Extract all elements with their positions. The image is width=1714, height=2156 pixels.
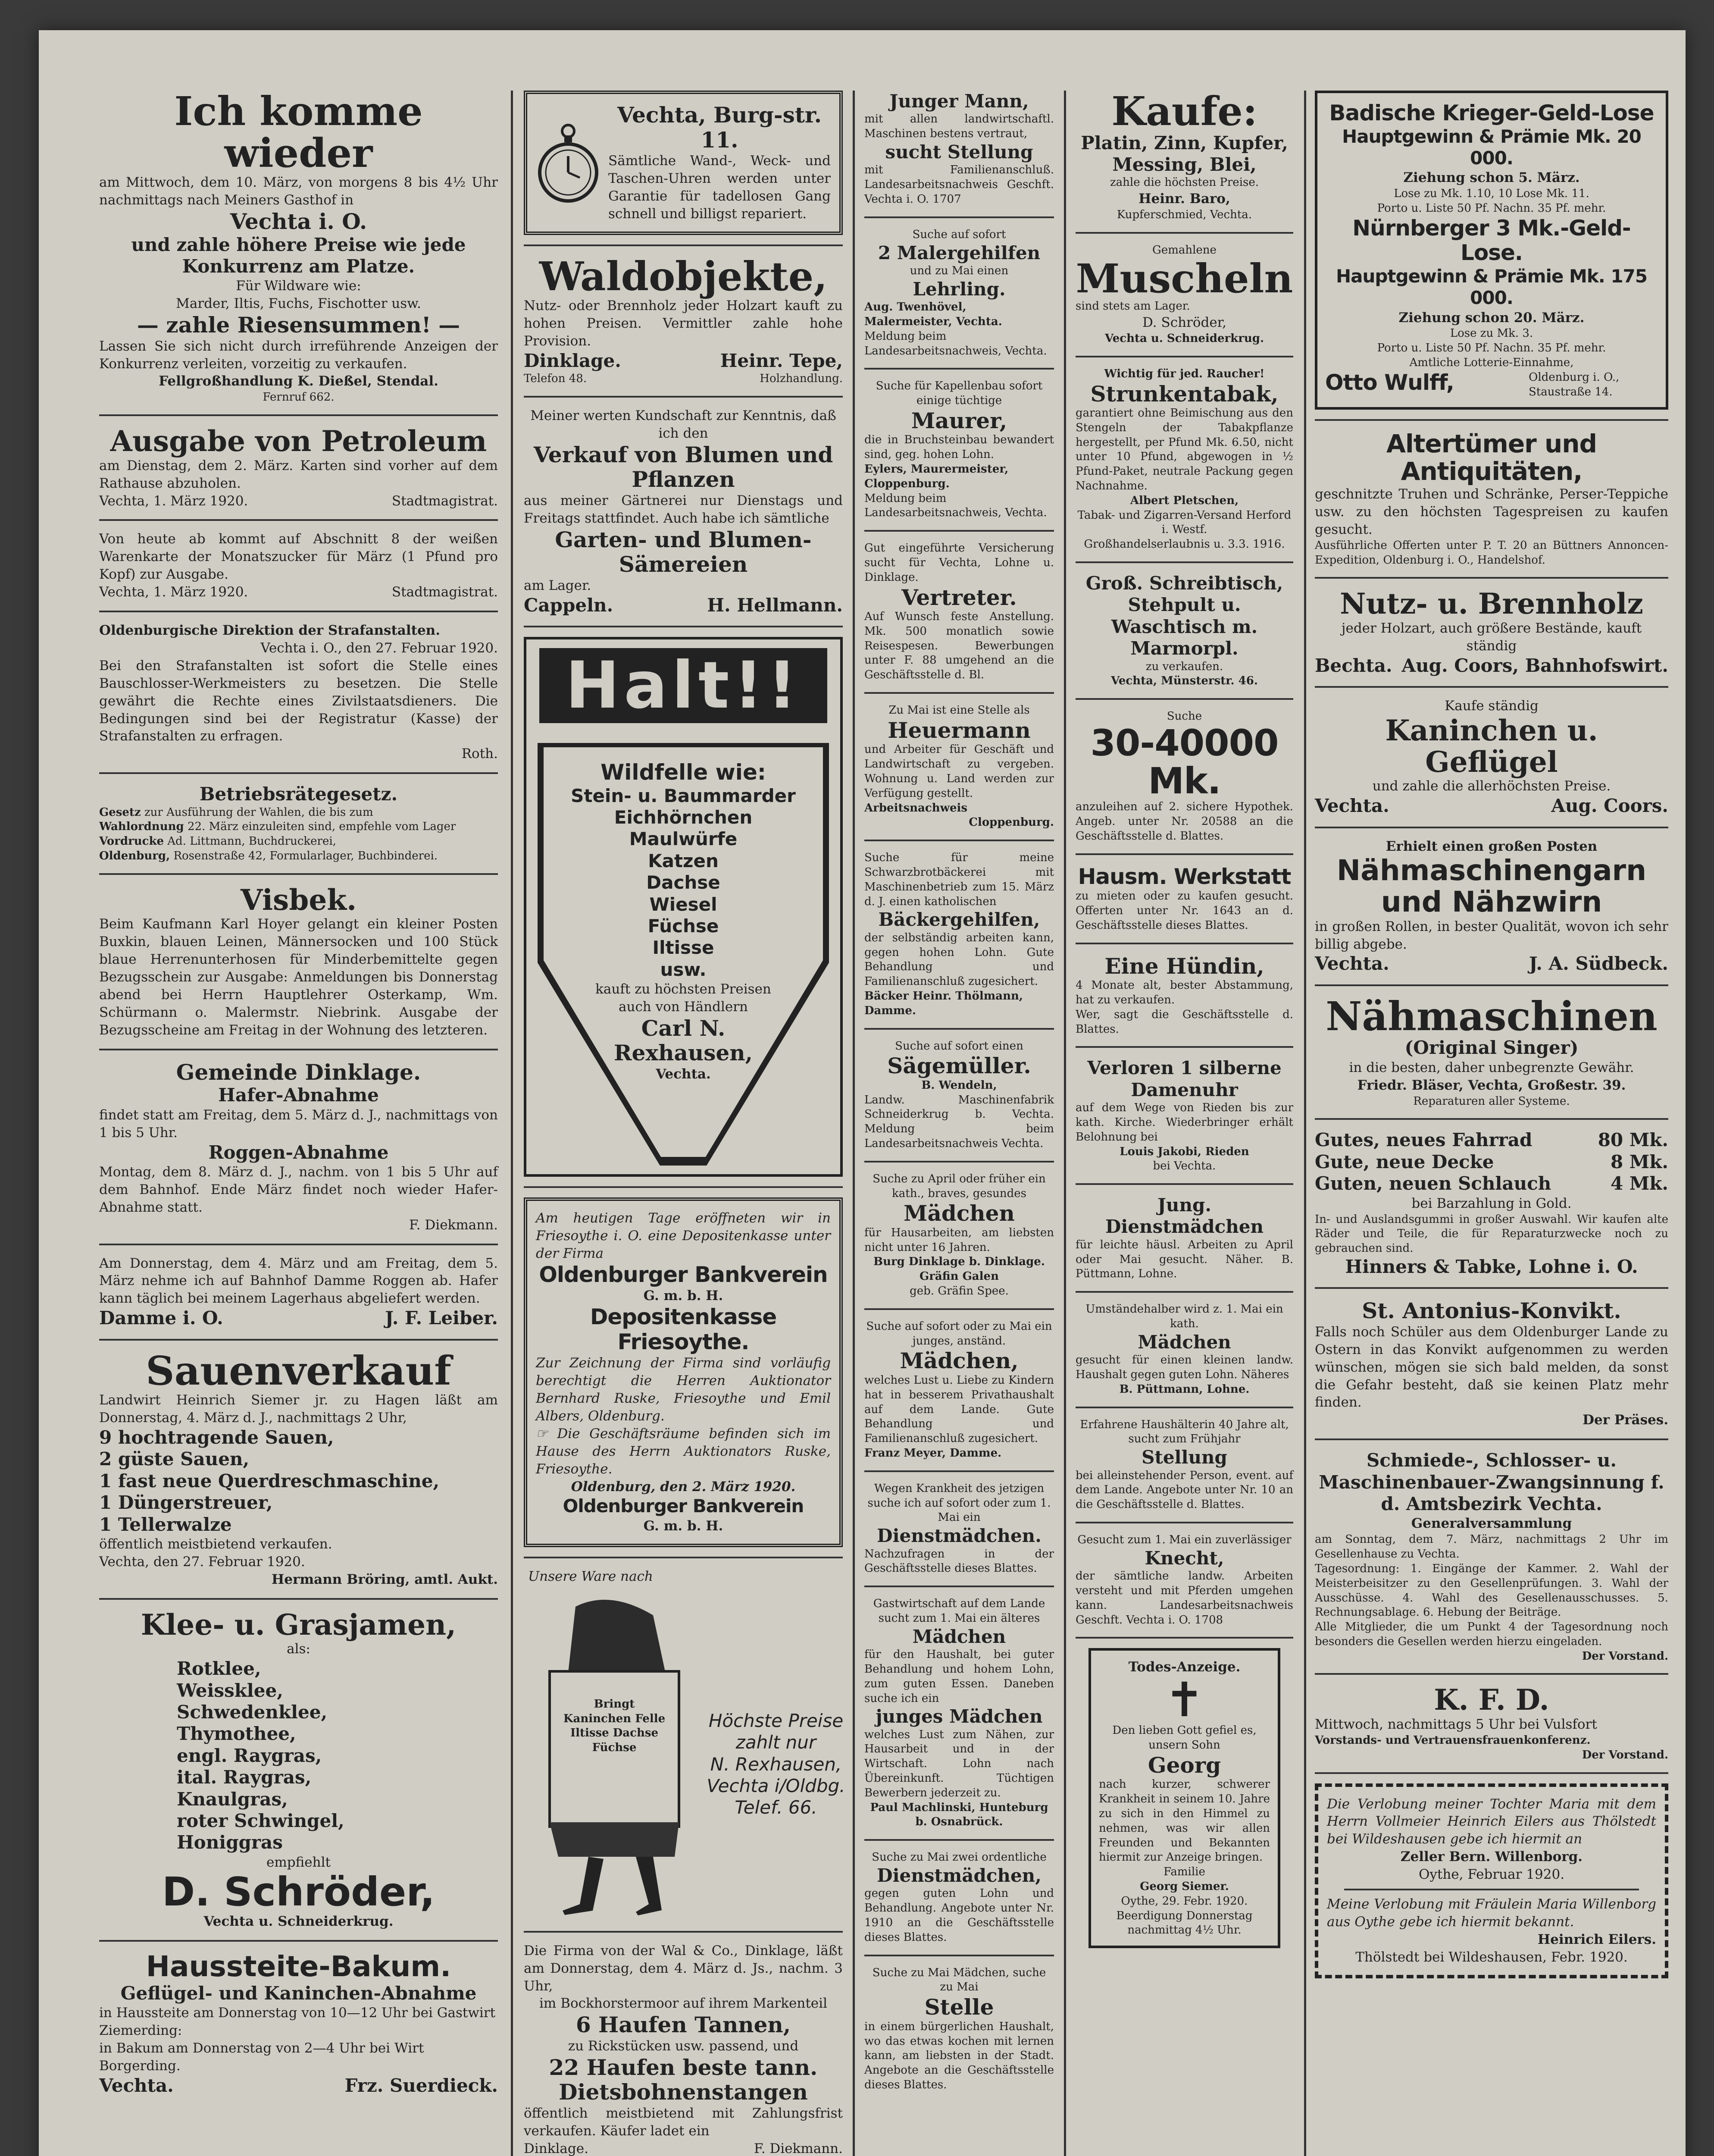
ad-sugar: Von heute ab kommt auf Abschnitt 8 der weißen Warenkarte der Monatszucker für März (1 Pfund pro Kopf) zur Ausgabe. Vechta, 1. März 1920. Stadtmagistrat. <box>99 531 498 600</box>
ad-guild-meeting: Schmiede-, Schlosser- u. Maschinenbauer-Zwangsinnung f. d. Amtsbezirk Vechta. Generalversammlung am Sonntag, dem 7. März, nachmittags 2 Uhr im Gesellenhause zu Vechta. Tagesordnung: 1. Eingänge der Kammer. 2. Wahl der Meisterbeisitzer zu den Gesellenprüfungen. 3. Wahl der Ausschüsse. 4. Wahl des Gesellenausschusses. 5. Rechnungsablage. 6. Hebung der Beiträge. Alle Mitglieder, die um Punkt 4 der Tagesordnung noch besonders die Gesellen werden hierzu eingeladen. Der Vorstand. <box>1315 1450 1668 1663</box>
ad-clover-seeds: Klee- u. Grasjamen, als: Rotklee, Weissklee, Schwedenklee, Thymothee, engl. Raygras, ital. Raygras, Knaulgras, roter Schwingel, Honiggras empfiehlt D. Schröder, Vechta u. Schneiderkrug. <box>141 1608 457 1930</box>
divider <box>99 1940 498 1942</box>
divider <box>99 873 498 875</box>
column-3 <box>864 91 1054 2098</box>
ad-bicycles: Gutes, neues Fahrrad 80 Mk. Gute, neue Decke 8 Mk. Guten, neuen Schlauch 4 Mk. bei Barzahlung in Gold. In- und Auslandsgummi in großer Auswahl. Wir kaufen alte Räder und Teile, die für Reparaturzwecke noch zu gebrauchen sind. Hinners & Tabke, Lohne i. O. <box>1315 1129 1668 1277</box>
divider <box>524 396 843 398</box>
ad-painters: Suche auf sofort 2 Malergehilfen und zu Mai einen Lehrling. Aug. Twenhövel, Malermeister, Vechta. Meldung beim Landesarbeitsnachweis, Vechta. <box>864 228 1047 357</box>
ad-antiques: Altertümer und Antiquitäten, geschnitzte Truhen und Schränke, Perser-Teppiche usw. zu den höchsten Tagespreisen zu kaufen gesucht. Ausführliche Offerten unter P. T. 20 an Büttners Annoncen-Expedition, Oldenburg i. O., Handelshof. <box>1315 429 1668 567</box>
ad-sawmiller: Suche auf sofort einen Sägemüller. B. Wendeln, Landw. Maschinenfabrik Schneiderkrug b. Vechta. Meldung beim Landesarbeitsnachweis Vechta. <box>864 1039 1054 1150</box>
divider <box>864 1028 1054 1030</box>
divider <box>1315 1118 1668 1120</box>
ad-kfd: K. F. D. Mittwoch, nachmittags 5 Uhr bei Vulsfort Vorstands- und Vertrauensfrauenkonferenz. Der Vorstand. <box>1315 1683 1668 1761</box>
divider <box>864 368 1054 370</box>
column-4 <box>1076 88 1293 1948</box>
column-rule <box>511 91 513 2156</box>
ad-flowers: Meiner werten Kundschaft zur Kenntnis, daß ich den Verkauf von Blumen und Pflanzen aus meiner Gärtnerei nur Dienstags und Freitags stattfindet. Auch habe ich sämtliche Garten- und Blumen-Sämereien am Lager. Cappeln. H. Hellmann. <box>524 408 843 616</box>
divider <box>1315 686 1668 688</box>
ad-title: Ich komme wieder <box>174 88 423 176</box>
divider <box>524 1186 843 1188</box>
ad-thread: Erhielt einen großen Posten Nähmaschinengarn und Nähzwirn in großen Rollen, in bester Qualität, wovon ich sehr billig abgebe. Vechta. J. A. Südbeck. <box>1315 838 1668 975</box>
ad-inn-girls: Gastwirtschaft auf dem Lande sucht zum 1. Mai ein älteres Mädchen für den Haushalt, bei guter Behandlung und hohem Lohn, zum guten Essen. Daneben suche ich ein junges Mädchen welches Lust zum Nähen, zur Hausarbeit und in der Wirtschaft. Lohn nach Übereinkunft. Tüchtigen Bewerbern jederzeit zu. Paul Machlinski, Hunteburg b. Osnabrück. <box>864 1597 1054 1829</box>
divider <box>99 414 498 416</box>
ad-young-maid: Jung. Dienstmädchen für leichte häusl. Arbeiten zu April oder Mai gesucht. Näher. B. Püttmann, Lohne. <box>1076 1194 1293 1281</box>
divider <box>1076 232 1293 234</box>
ad-timber-auction: Die Firma von der Wal & Co., Dinklage, läßt am Donnerstag, dem 4. März d. Js., nachm. 3 Uhr, im Bockhorstermoor auf ihrem Markenteil 6 Haufen Tannen, zu Rickstücken usw. passend, und 22 Haufen beste tann. Dietsbohnenstangen öffentlich meistbietend mit Zahlungsfrist verkaufen. Käufer ladet ein Dinklage. F. Diekmann. <box>524 1943 843 2156</box>
column-rule <box>1064 91 1066 2156</box>
ad-visbek: Visbek. Beim Kaufmann Karl Hoyer gelangt ein kleiner Posten Buxkin, blauen Leinen, Männersocken und 100 Stück blaue Herrenunterhosen für Minderbemittelte gegen Bezugsschein zur Ausgabe: Anmeldungen bis Donnerstag abend bei Herrn Hauptlehrer Osterkamp, Wm. Schürmann o. Malermstr. Niebrink. Ausgabe der Bezugsscheine am Freitag in der Wohnung des letzteren. <box>99 883 498 1038</box>
ad-konvikt: St. Antonius-Konvikt. Falls noch Schüler aus dem Oldenburger Lande zu Ostern in das Konvikt aufgenommen zu werden wünschen, mögen sie sich bald melden, da sonst die Gefahr besteht, daß sie keinen Platz mehr finden. Der Präses. <box>1315 1298 1668 1428</box>
divider <box>524 1557 843 1558</box>
ad-heuermann: Zu Mai ist eine Stelle als Heuermann und Arbeiter für Geschäft und Landwirtschaft zu vergeben. Wohnung u. Land werden zur Verfügung gestellt. Arbeitsnachweis Cloppenburg. <box>864 704 1054 829</box>
divider <box>864 1586 1054 1587</box>
ad-sewing-machines: Nähmaschinen (Original Singer) in die besten, daher unbegrenzte Gewähr. Friedr. Bläser, Vechta, Großestr. 39. Reparaturen aller Systeme. <box>1326 993 1658 1108</box>
column-rule <box>1304 91 1306 2156</box>
ad-masons: Suche für Kapellenbau sofort einige tüchtige Maurer, die in Bruchsteinbau bewandert sind, geg. hohen Lohn. Eylers, Maurermeister, Cloppenburg. Meldung beim Landesarbeitsnachweis, Vechta. <box>864 379 1054 520</box>
ad-loan: Suche 30-40000 Mk. anzuleihen auf 2. sichere Hypothek. Angeb. unter Nr. 20588 an die Geschäftsstelle d. Blattes. <box>1076 710 1293 843</box>
column-1 <box>99 88 498 2102</box>
ad-firewood: Nutz- u. Brennholz jeder Holzart, auch größere Bestände, kauft ständig Bechta. Aug. Coors, Bahnhofswirt. <box>1315 587 1668 676</box>
divider <box>864 530 1054 532</box>
ad-metals: Kaufe: Platin, Zinn, Kupfer, Messing, Blei, zahle die höchsten Preise. Heinr. Baro, Kupferschmied, Vechta. <box>1081 88 1288 222</box>
ad-tobacco: Wichtig für jed. Raucher! Strunkentabak, garantiert ohne Beimischung aus den Stengeln der Tabakpflanze hergestellt, per Pfund Mk. 6.50, nicht unter 10 Pfund, abgewogen in ½ Pfund-Paket, neutrale Packung gegen Nachnahme. Albert Pletschen, Tabak- und Zigarren-Versand Herford i. Westf. Großhandelserlaubnis u. 3.3. 1916. <box>1076 367 1293 551</box>
ad-farmhand: Gesucht zum 1. Mai ein zuverlässiger Knecht, der sämtliche landw. Arbeiten versteht und mit Pferden umgehen kann. Landesarbeitsnachweis Geschft. Vechta i. O. 1708 <box>1076 1533 1293 1626</box>
engagement-notice: Die Verlobung meiner Tochter Maria mit dem Herrn Vollmeier Heinrich Eilers aus Thölstedt bei Wildeshausen gebe ich hiermit an Zeller Bern. Willenborg. Oythe, Februar 1920. Meine Verlobung mit Fräulein Maria Willenborg aus Oythe gebe ich hiermit bekannt. Heinrich Eilers. Thölstedt bei Wildeshausen, Febr. 1920. <box>1315 1783 1668 1978</box>
ad-housekeeper: Erfahrene Haushälterin 40 Jahre alt, sucht zum Frühjahr Stellung bei alleinstehender Person, event. auf dem Lande. Angebote unter Nr. 10 an die Geschäftsstelle d. Blattes. <box>1076 1418 1293 1511</box>
divider <box>1315 1772 1668 1774</box>
handwritten-caption: Unsere Ware nach <box>528 1568 653 1584</box>
divider <box>864 1161 1054 1163</box>
divider <box>99 611 498 612</box>
ad-petroleum: Ausgabe von Petroleum am Dienstag, dem 2. März. Karten sind vorher auf dem Rathause abzuholen. Vechta, 1. März 1920. Stadtmagistrat. <box>99 424 498 509</box>
divider <box>1076 698 1293 700</box>
divider <box>864 692 1054 694</box>
pocket-watch-icon <box>536 122 601 204</box>
divider <box>1076 561 1293 563</box>
divider <box>524 626 843 627</box>
divider <box>1076 1522 1293 1523</box>
ad-maid-2: Suche zu Mai zwei ordentliche Dienstmädchen, gegen guten Lohn und Behandlung. Angebote unter Nr. 1910 an die Geschäftsstelle dieses Blattes. <box>864 1851 1054 1944</box>
ad-girl-1: Suche zu April oder früher ein kath., braves, gesundes Mädchen für Hausarbeiten, am liebsten nicht unter 16 Jahren. Burg Dinklage b. Dinklage. Gräfin Galen geb. Gräfin Spee. <box>864 1172 1054 1298</box>
column-5 <box>1315 91 1668 1984</box>
ad-desk: Groß. Schreibtisch, Stehpult u. Waschtisch m. Marmorpl. zu verkaufen. Vechta, Münsterstr. 46. <box>1085 573 1283 688</box>
death-notice: Todes-Anzeige. ✝ Den lieben Gott gefiel es, unsern Sohn Georg nach kurzer, schwerer Krankheit in seinem 10. Jahre zu sich in den Himmel zu nehmen, was wir allen Freunden und Bekannten hiermit zur Anzeige bringen. Familie Georg Siemer. Oythe, 29. Febr. 1920. Beerdigung Donnerstag nachmittag 4½ Uhr. <box>1088 1648 1280 1948</box>
divider <box>1076 943 1293 944</box>
divider <box>524 1931 843 1933</box>
divider <box>1076 356 1293 357</box>
divider <box>864 1470 1054 1472</box>
divider <box>99 772 498 774</box>
divider <box>1315 419 1668 421</box>
ad-illustrated-furs: Unsere Ware nach Bringt Kaninchen Felle Iltisse Dachse Füchse Höchste Preise zahlt nur N. Rexhausen, Vechta i/Oldbg. Telef. 66. <box>524 1568 843 1921</box>
ad-workshop: Hausm. Werkstatt zu mieten oder zu kaufen gesucht. Offerten unter Nr. 1643 an d. Geschäftsstelle dieses Blattes. <box>1076 864 1293 932</box>
divider <box>1076 1637 1293 1639</box>
newspaper-page <box>39 30 1686 2156</box>
divider <box>524 244 843 246</box>
ad-fur-buyer: Ich komme wieder am Mittwoch, dem 10. März, von morgens 8 bis 4½ Uhr nachmittags nach Meiners Gasthof in Vechta i. O. und zahle höhere Preise wie jede Konkurrenz am Platze. Für Wildware wie: Marder, Iltis, Fuchs, Fischotter usw. — zahle Riesensummen! — Lassen Sie sich nicht durch irreführende Anzeigen der Konkurrenz verleiten, vorzeitig zu verkaufen. Fellgroßhandlung K. Dießel, Stendal. Fernruf 662. <box>99 88 498 404</box>
ad-position-wanted: Suche zu Mai Mädchen, suche zu Mai Stelle in einem bürgerlichen Haushalt, wo das etwas kochen mit lernen kann, am liebsten in der Stadt. Angebote an die Geschäftsstelle dieses Blattes. <box>864 1966 1054 2091</box>
ad-dinklage-community: Gemeinde Dinklage. Hafer-Abnahme findet statt am Freitag, dem 5. März d. J., nachmittags von 1 bis 5 Uhr. Roggen-Abnahme Montag, dem 8. März d. J., nachm. von 1 bis 5 Uhr auf dem Bahnhof. Ende März findet noch wieder Hafer-Abnahme statt. F. Diekmann. Am Donnerstag, dem 4. März und am Freitag, dem 5. März nehme ich auf Bahnhof Damme Roggen ab. Hafer kann täglich bei meinem Lagerhaus abgeliefert werden. Damme i. O. J. F. Leiber. <box>99 1059 498 1329</box>
divider <box>864 1839 1054 1841</box>
divider <box>864 1955 1054 1956</box>
cross-icon: ✝ <box>1164 1672 1204 1728</box>
divider <box>99 519 498 521</box>
divider <box>1076 1046 1293 1048</box>
divider <box>1315 577 1668 579</box>
divider <box>99 1339 498 1341</box>
ad-bank-branch: Am heutigen Tage eröffneten wir in Friesoythe i. O. eine Depositenkasse unter der Firma Oldenburger Bankverein G. m. b. H. Depositenkasse Friesoythe. Zur Zeichnung der Firma sind vorläufig berechtigt die Herren Auktionator Bernhard Ruske, Friesoythe und Emil Albers, Oldenburg. ☞ Die Geschäftsräume befinden sich im Hause des Herrn Auktionators Ruske, Friesoythe. Oldenburg, den 2. März 1920. Oldenburger Bankverein G. m. b. H. <box>524 1197 843 1547</box>
ad-works-council-law: Betriebsrätegesetz. Gesetz zur Ausführung der Wahlen, die bis zum Wahlordnung 22. März einzuleiten sind, empfehle vom Lager Vordrucke Ad. Littmann, Buchdruckerei, Oldenburg, Rosenstraße 42, Formularlager, Buchbinderei. <box>99 783 456 863</box>
divider <box>864 216 1054 218</box>
ad-rabbits: Kaufe ständig Kaninchen u. Geflügel und zahle die allerhöchsten Preise. Vechta. Aug. Coors. <box>1315 698 1668 817</box>
divider <box>1315 1438 1668 1440</box>
column-2 <box>524 91 843 2156</box>
ad-prison-directorate: Oldenburgische Direktion der Strafanstalten. Vechta i. O., den 27. Februar 1920. Bei den Strafanstalten ist sofort die Stelle eines Bauschlosser-Werkmeisters zu besetzen. Die Stelle gewährt die Rechte eines Zivilstaatsdieners. Die Bedingungen sind bei der Registratur (Kasse) der Strafanstalten zu erfragen. Roth. <box>99 623 498 762</box>
pointing-hand-icon: ☞ <box>536 1426 548 1442</box>
divider <box>1315 984 1668 986</box>
ad-sow-sale: Sauenverkauf Landwirt Heinrich Siemer jr. zu Hagen läßt am Donnerstag, 4. März d. J., nachmittags 2 Uhr, 9 hochtragende Sauen, 2 güste Sauen, 1 fast neue Querdreschmaschine, 1 Düngerstreuer, 1 Tellerwalze öffentlich meistbietend verkaufen. Vechta, den 27. Februar 1920. Hermann Bröring, amtl. Aukt. <box>99 1347 498 1587</box>
ad-young-man: Junger Mann, mit allen landwirtschaftl. Maschinen bestens vertraut, sucht Stellung mit Familienanschluß. Landesarbeitsnachweis Geschft. Vechta i. O. 1707 <box>864 91 1054 206</box>
ad-maid-1: Wegen Krankheit des jetzigen suche ich auf sofort oder zum 1. Mai ein Dienstmädchen. Nachzufragen in der Geschäftsstelle dieses Blattes. <box>864 1482 1054 1575</box>
ad-lottery: Badische Krieger-Geld-Lose Hauptgewinn & Prämie Mk. 20 000. Ziehung schon 5. März. Lose zu Mk. 1.10, 10 Lose Mk. 11. Porto u. Liste 50 Pf. Nachn. 35 Pf. mehr. Nürnberger 3 Mk.-Geld-Lose. Hauptgewinn & Prämie Mk. 175 000. Ziehung schon 20. März. Lose zu Mk. 3. Porto u. Liste 50 Pf. Nachn. 35 Pf. mehr. Amtliche Lotterie-Einnahme, Otto Wulff, Oldenburg i. O., Staustraße 14. <box>1315 91 1668 410</box>
divider <box>864 1308 1054 1310</box>
divider <box>1076 1183 1293 1185</box>
divider <box>1315 1287 1668 1289</box>
ad-baker: Suche für meine Schwarzbrotbäckerei mit Maschinenbetrieb zum 15. März d. J. einen katholischen Bäckergehilfen, der selbständig arbeiten kann, gegen hohen Lohn. Gute Behandlung und Familienanschluß zugesichert. Bäcker Heinr. Thölmann, Damme. <box>864 851 1054 1017</box>
ad-dog: Eine Hündin, 4 Monate alt, bester Abstammung, hat zu verkaufen. Wer, sagt die Geschäftsstelle d. Blattes. <box>1076 953 1293 1036</box>
ad-watch-repair: Vechta, Burg-str. 11. Sämtliche Wand-, Weck- und Taschen-Uhren werden unter Garantie für tadellosen Gang schnell und billigst repariert. <box>524 91 843 235</box>
ad-forest-objects: Waldobjekte, Nutz- oder Brennholz jeder Holzart kauft zu hohen Preisen. Vermittler zahle hohe Provision. Dinklage. Heinr. Tepe, Telefon 48. Holzhandlung. <box>524 253 843 385</box>
ad-girl-2: Suche auf sofort oder zu Mai ein junges, anständ. Mädchen, welches Lust u. Liebe zu Kindern hat in besserem Privathaushalt auf dem Lande. Gute Behandlung und Familienanschluß zugesichert. Franz Meyer, Damme. <box>864 1319 1054 1460</box>
divider <box>1315 827 1668 828</box>
divider <box>99 1598 498 1600</box>
divider <box>1076 1407 1293 1408</box>
ad-representative: Gut eingeführte Versicherung sucht für Vechta, Lohne u. Dinklage. Vertreter. Auf Wunsch feste Anstellung. Mk. 500 monatlich sowie Reisespesen. Bewerbungen unter F. 88 umgehend an die Geschäftsstelle d. Bl. <box>864 542 1054 682</box>
divider <box>864 840 1054 841</box>
ad-lost-watch: Verloren 1 silberne Damenuhr auf dem Wege von Rieden bis zur kath. Kirche. Wiederbringer erhält Belohnung bei Louis Jakobi, Rieden bei Vechta. <box>1076 1057 1293 1173</box>
divider <box>1076 1291 1293 1293</box>
divider <box>1076 853 1293 855</box>
ad-mussels: Gemahlene Muscheln sind stets am Lager. D. Schröder, Vechta u. Schneiderkrug. <box>1076 243 1293 345</box>
ad-halt-furs: Halt!! Wildfelle wie: Stein- u. Baummarder Eichhörnchen Maulwürfe Katzen Dachse Wiesel Füchse Iltisse usw. kauft zu höchsten Preisen auch von Händlern Carl N. Rexhausen, Vechta. <box>524 637 843 1177</box>
column-rule <box>853 91 855 2156</box>
divider <box>99 1049 498 1050</box>
ad-poultry-collection: Haussteite-Bakum. Geflügel- und Kaninchen-Abnahme in Haussteite am Donnerstag von 10—12 Uhr bei Gastwirt Ziemerding: in Bakum am Donnerstag von 2—4 Uhr bei Wirt Borgerding. Vechta. Frz. Suerdieck. <box>99 1950 498 2096</box>
ad-girl-rural: Umständehalber wird z. 1. Mai ein kath. Mädchen gesucht für einen kleinen landw. Haushalt gegen guten Lohn. Näheres B. Püttmann, Lohne. <box>1076 1303 1293 1396</box>
divider <box>1315 1673 1668 1675</box>
